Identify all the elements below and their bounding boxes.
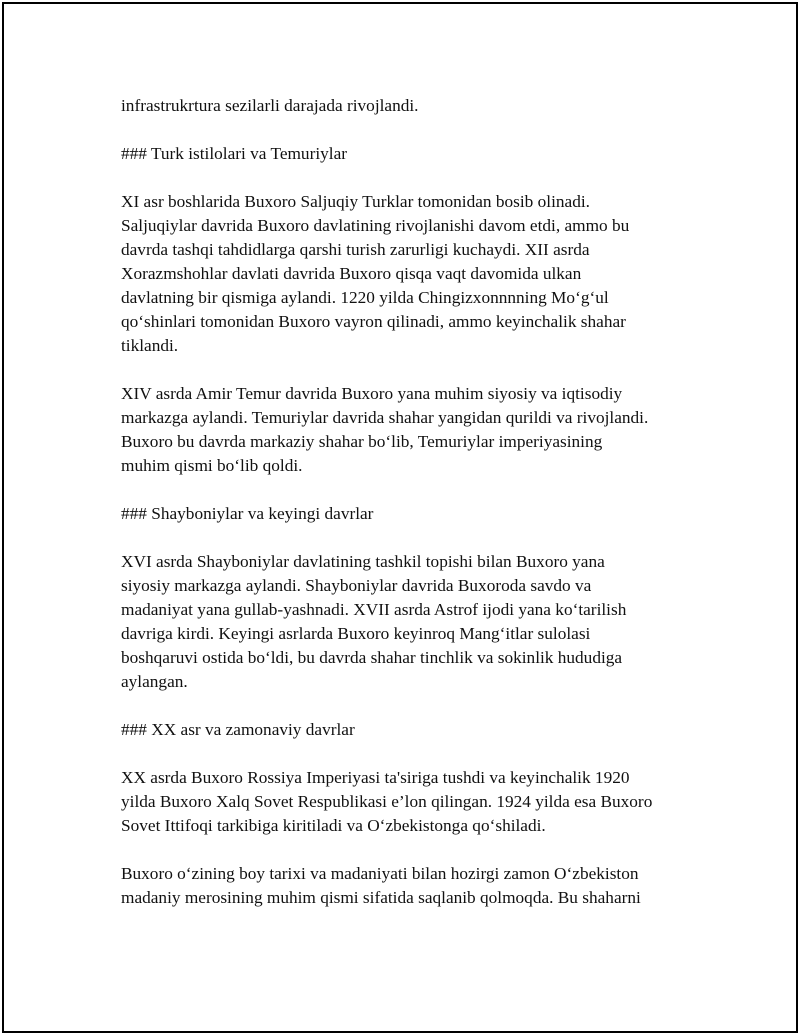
text-line: davriga kirdi. Keyingi asrlarda Buxoro keyinroq Mang‘itlar sulolasi — [121, 624, 591, 643]
heading-text: ### Shayboniylar va keyingi davrlar — [121, 504, 374, 523]
section-heading — [121, 502, 701, 526]
paragraph — [121, 190, 701, 358]
text-line: Buxoro o‘zining boy tarixi va madaniyati bilan hozirgi zamon O‘zbekiston — [121, 864, 639, 883]
paragraph — [121, 382, 701, 478]
text-line: davrda tashqi tahdidlarga qarshi turish zarurligi kuchaydi. XII asrda — [121, 240, 590, 259]
text-line: yilda Buxoro Xalq Sovet Respublikasi e’lon qilingan. 1924 yilda esa Buxoro — [121, 792, 653, 811]
text-line: aylangan. — [121, 672, 188, 691]
paragraph — [121, 862, 701, 910]
text-line: XX asrda Buxoro Rossiya Imperiyasi ta'siriga tushdi va keyinchalik 1920 — [121, 768, 630, 787]
heading-text: ### XX asr va zamonaviy davrlar — [121, 720, 355, 739]
text-line: madaniy merosining muhim qismi sifatida saqlanib qolmoqda. Bu shaharni — [121, 888, 641, 907]
paragraph — [121, 550, 701, 694]
document-page — [2, 2, 798, 1033]
text-line: XIV asrda Amir Temur davrida Buxoro yana muhim siyosiy va iqtisodiy — [121, 384, 623, 403]
document-body — [121, 94, 701, 934]
paragraph — [121, 766, 701, 838]
text-line: XI asr boshlarida Buxoro Saljuqiy Turklar tomonidan bosib olinadi. — [121, 192, 590, 211]
text-line: markazga aylandi. Temuriylar davrida shahar yangidan qurildi va rivojlandi. — [121, 408, 649, 427]
heading-text: ### Turk istilolari va Temuriylar — [121, 144, 347, 163]
section-heading — [121, 142, 701, 166]
text-line: muhim qismi bo‘lib qoldi. — [121, 456, 303, 475]
text-line: infrastrukrtura sezilarli darajada rivojlandi. — [121, 96, 419, 115]
text-line: siyosiy markazga aylandi. Shayboniylar davrida Buxoroda savdo va — [121, 576, 592, 595]
text-line: Sovet Ittifoqi tarkibiga kiritiladi va O‘zbekistonga qo‘shiladi. — [121, 816, 546, 835]
text-line: boshqaruvi ostida bo‘ldi, bu davrda shahar tinchlik va sokinlik hududiga — [121, 648, 623, 667]
text-line: madaniyat yana gullab-yashnadi. XVII asrda Astrof ijodi yana ko‘tarilish — [121, 600, 627, 619]
text-line: Buxoro bu davrda markaziy shahar bo‘lib, Temuriylar imperiyasining — [121, 432, 603, 451]
text-line: davlatning bir qismiga aylandi. 1220 yilda Chingizxonnnning Mo‘g‘ul — [121, 288, 609, 307]
text-line: XVI asrda Shayboniylar davlatining tashkil topishi bilan Buxoro yana — [121, 552, 605, 571]
text-line: Saljuqiylar davrida Buxoro davlatining rivojlanishi davom etdi, ammo bu — [121, 216, 630, 235]
text-line: qo‘shinlari tomonidan Buxoro vayron qilinadi, ammo keyinchalik shahar — [121, 312, 626, 331]
section-heading — [121, 718, 701, 742]
paragraph — [121, 94, 701, 118]
text-line: Xorazmshohlar davlati davrida Buxoro qisqa vaqt davomida ulkan — [121, 264, 582, 283]
text-line: tiklandi. — [121, 336, 179, 355]
